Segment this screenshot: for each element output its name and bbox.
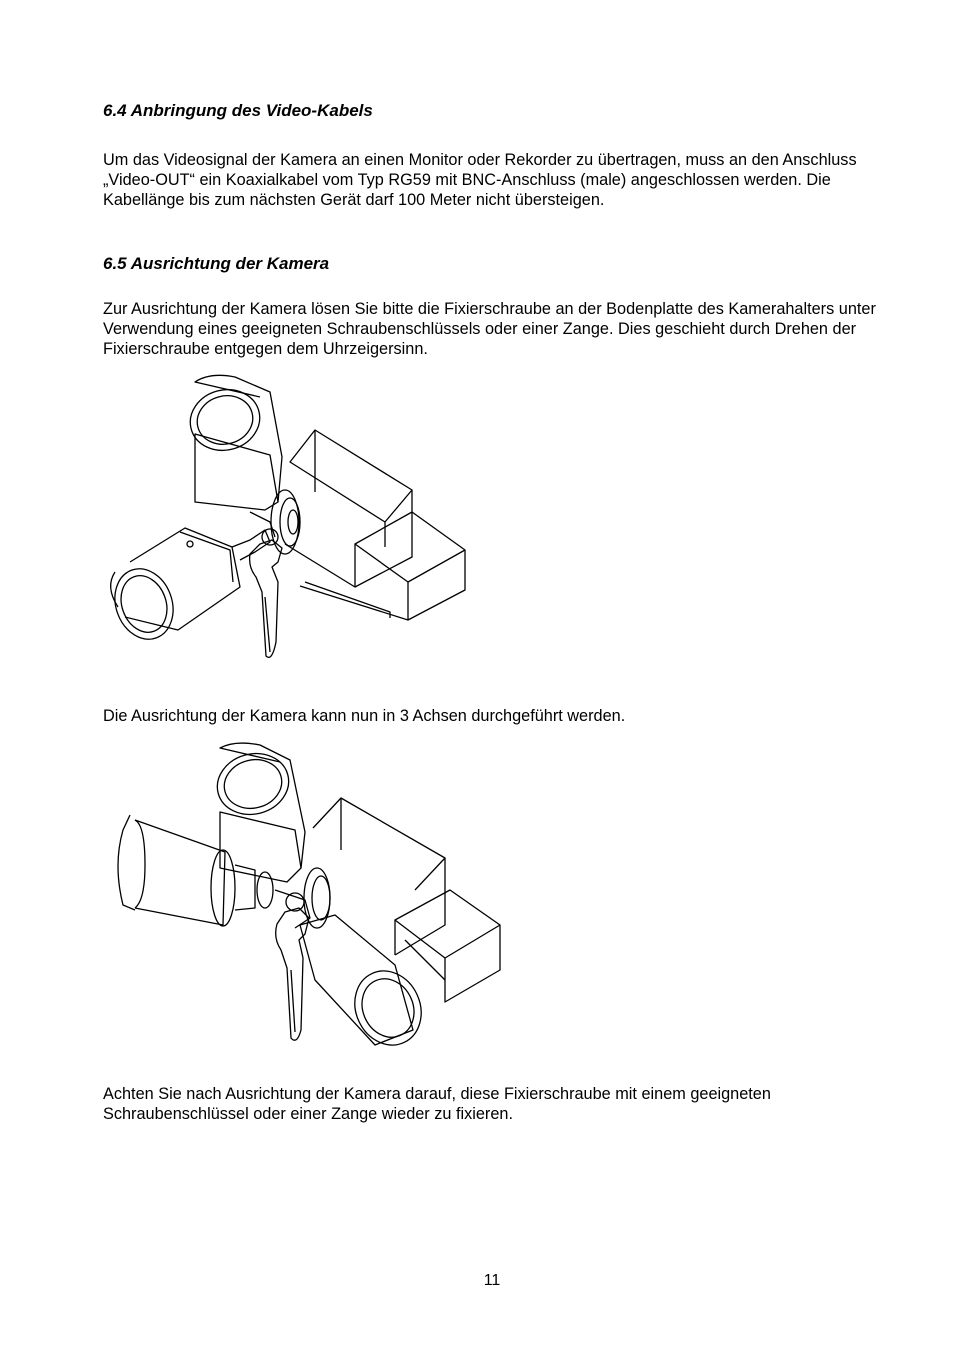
- caption-three-axes: Die Ausrichtung der Kamera kann nun in 3 Achsen durchgeführt werden.: [103, 707, 626, 725]
- section-heading-video-cable: 6.4 Anbringung des Video-Kabels: [103, 101, 373, 120]
- paragraph-video-cable: Um das Videosignal der Kamera an einen Monitor oder Rekorder zu übertragen, muss an den Anschluss „Video-OUT“ ein Koaxialkabel vom Typ RG59 mit BNC-Anschluss (male) angeschlossen werden. Die Kabellänge bis zum nächsten Gerät darf 100 Meter nicht übersteigen.: [103, 151, 857, 209]
- page-number: 11: [483, 1272, 501, 1289]
- section-heading-camera-alignment: 6.5 Ausrichtung der Kamera: [103, 254, 330, 273]
- figure-three-axes-alignment: [105, 740, 505, 1050]
- closing-paragraph: Achten Sie nach Ausrichtung der Kamera darauf, diese Fixierschraube mit einem geeigneten Schraubenschlüssel oder einer Zange wieder zu fixieren.: [103, 1085, 771, 1123]
- figure-wrench-loosening: [100, 372, 480, 672]
- paragraph-camera-alignment: Zur Ausrichtung der Kamera lösen Sie bitte die Fixierschraube an der Bodenplatte des Kamerahalters unter Verwendung eines geeigneten Schraubenschlüssels oder einer Zange. Dies geschieht durch Drehen der Fixierschraube entgegen dem Uhrzeigersinn.: [103, 300, 876, 358]
